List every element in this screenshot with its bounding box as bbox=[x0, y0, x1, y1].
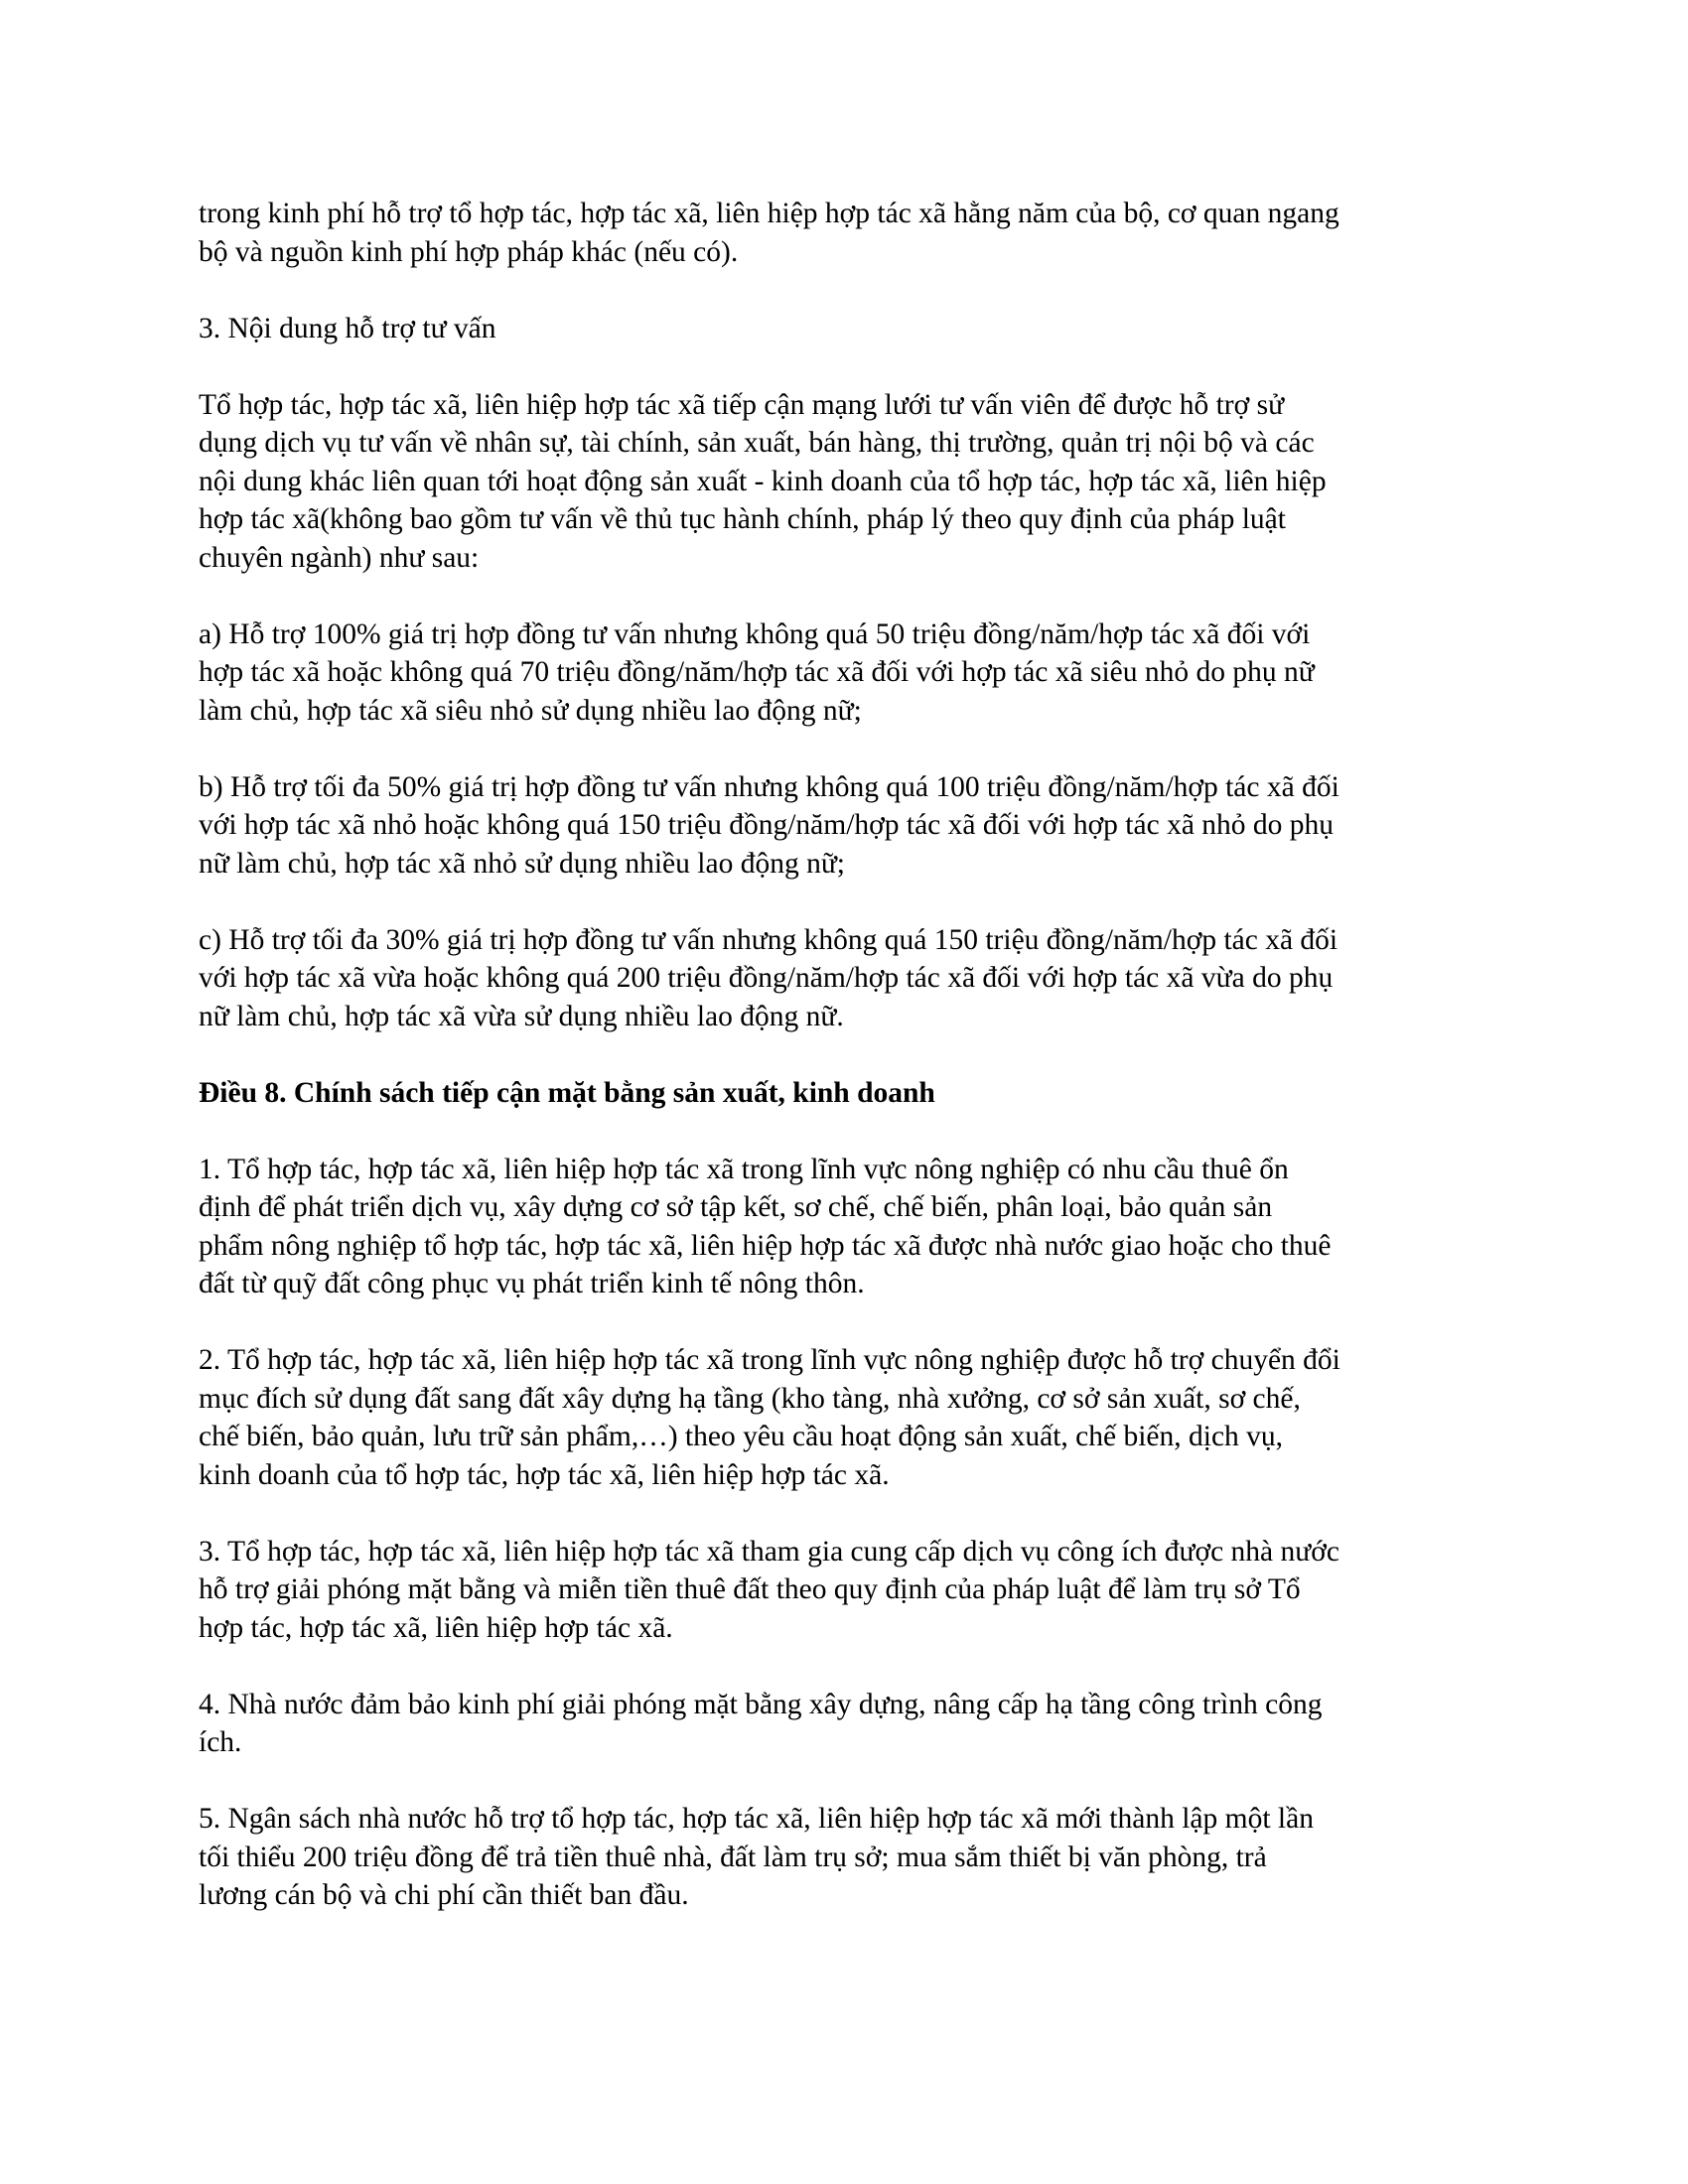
paragraph-consulting-intro: Tổ hợp tác, hợp tác xã, liên hiệp hợp tác xã tiếp cận mạng lưới tư vấn viên để được hỗ trợ sử dụng dịch vụ tư vấn về nhân sự, tài chính, sản xuất, bán hàng, thị trường, quản trị nội bộ và các nội dung khác liên quan tới hoạt động sản xuất - kinh doanh của tổ hợp tác, hợp tác xã, liên hiệp hợp tác xã(không bao gồm tư vấn về thủ tục hành chính, pháp lý theo quy định của pháp luật chuyên ngành) như sau: bbox=[199, 388, 1327, 574]
paragraph-item-c: c) Hỗ trợ tối đa 30% giá trị hợp đồng tư vấn nhưng không quá 150 triệu đồng/năm/hợp tác xã đối với hợp tác xã vừa hoặc không quá 200 triệu đồng/năm/hợp tác xã đối với hợp tác xã vừa do phụ nữ làm chủ, hợp tác xã vừa sử dụng nhiều lao động nữ. bbox=[199, 923, 1338, 1032]
document-page bbox=[199, 195, 1509, 1953]
article-8-heading: Điều 8. Chính sách tiếp cận mặt bằng sản xuất, kinh doanh bbox=[199, 1076, 935, 1109]
paragraph-item-b: b) Hỗ trợ tối đa 50% giá trị hợp đồng tư vấn nhưng không quá 100 triệu đồng/năm/hợp tác xã đối với hợp tác xã nhỏ hoặc không quá 150 triệu đồng/năm/hợp tác xã đối với hợp tác xã nhỏ do phụ nữ làm chủ, hợp tác xã nhỏ sử dụng nhiều lao động nữ; bbox=[199, 770, 1339, 880]
paragraph-item-a: a) Hỗ trợ 100% giá trị hợp đồng tư vấn nhưng không quá 50 triệu đồng/năm/hợp tác xã đối với hợp tác xã hoặc không quá 70 triệu đồng/năm/hợp tác xã đối với hợp tác xã siêu nhỏ do phụ nữ làm chủ, hợp tác xã siêu nhỏ sử dụng nhiều lao động nữ; bbox=[199, 617, 1315, 727]
paragraph-article-8-clause-5: 5. Ngân sách nhà nước hỗ trợ tổ hợp tác, hợp tác xã, liên hiệp hợp tác xã mới thành lập một lần tối thiểu 200 triệu đồng để trả tiền thuê nhà, đất làm trụ sở; mua sắm thiết bị văn phòng, trả lương cán bộ và chi phí cần thiết ban đầu. bbox=[199, 1803, 1314, 1911]
paragraph-article-8-clause-3: 3. Tổ hợp tác, hợp tác xã, liên hiệp hợp tác xã tham gia cung cấp dịch vụ công ích được nhà nước hỗ trợ giải phóng mặt bằng và miễn tiền thuê đất theo quy định của pháp luật để làm trụ sở Tổ hợp tác, hợp tác xã, liên hiệp hợp tác xã. bbox=[199, 1535, 1339, 1644]
section-consulting-support-title: 3. Nội dung hỗ trợ tư vấn bbox=[199, 312, 496, 344]
paragraph-article-8-clause-2: 2. Tổ hợp tác, hợp tác xã, liên hiệp hợp tác xã trong lĩnh vực nông nghiệp được hỗ trợ chuyển đổi mục đích sử dụng đất sang đất xây dựng hạ tầng (kho tàng, nhà xưởng, cơ sở sản xuất, sơ chế, chế biến, bảo quản, lưu trữ sản phẩm,…) theo yêu cầu hoạt động sản xuất, chế biến, dịch vụ, kinh doanh của tổ hợp tác, hợp tác xã, liên hiệp hợp tác xã. bbox=[199, 1344, 1340, 1491]
paragraph-article-8-clause-4: 4. Nhà nước đảm bảo kinh phí giải phóng mặt bằng xây dựng, nâng cấp hạ tầng công trình công ích. bbox=[199, 1688, 1323, 1758]
paragraph-article-8-clause-1: 1. Tổ hợp tác, hợp tác xã, liên hiệp hợp tác xã trong lĩnh vực nông nghiệp có nhu cầu thuê ổn định để phát triển dịch vụ, xây dựng cơ sở tập kết, sơ chế, chế biến, phân loại, bảo quản sản phẩm nông nghiệp tổ hợp tác, hợp tác xã, liên hiệp hợp tác xã được nhà nước giao hoặc cho thuê đất từ quỹ đất công phục vụ phát triển kinh tế nông thôn. bbox=[199, 1153, 1332, 1299]
paragraph-funding-continuation: trong kinh phí hỗ trợ tổ hợp tác, hợp tác xã, liên hiệp hợp tác xã hằng năm của bộ, cơ quan ngang bộ và nguồn kinh phí hợp pháp khác (nếu có). bbox=[199, 198, 1339, 268]
